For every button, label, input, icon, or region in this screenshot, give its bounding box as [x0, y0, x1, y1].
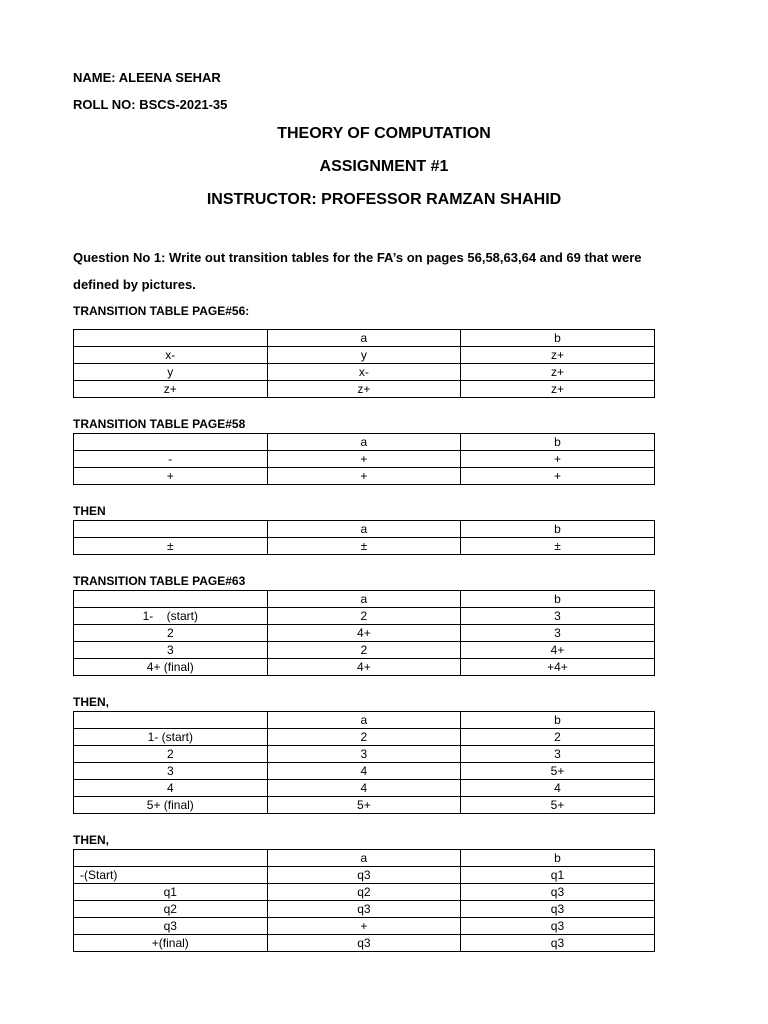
table-cell: q2: [267, 884, 461, 901]
state-cell: x-: [74, 347, 268, 364]
table-cell: +4+: [461, 659, 655, 676]
table-cell: ±: [267, 538, 461, 555]
table-caption: THEN,: [73, 833, 109, 847]
state-cell: 5+ (final): [74, 797, 268, 814]
table-row: [74, 608, 655, 625]
state-cell: -: [74, 451, 268, 468]
table-header-cell: [74, 521, 268, 538]
table-row: [74, 797, 655, 814]
table-row: [74, 347, 655, 364]
table-cell: q3: [267, 901, 461, 918]
table-cell: q3: [267, 935, 461, 952]
table-header-cell: a: [267, 330, 461, 347]
table-cell: 5+: [461, 797, 655, 814]
state-cell: 2: [74, 625, 268, 642]
transition-table-page-63: [73, 590, 655, 676]
table-header-cell: b: [461, 850, 655, 867]
state-cell: +: [74, 468, 268, 485]
table-cell: q3: [461, 884, 655, 901]
table-cell: +: [267, 451, 461, 468]
state-cell: +(final): [74, 935, 268, 952]
table-header-cell: [74, 712, 268, 729]
table-row: [74, 451, 655, 468]
table-row: [74, 538, 655, 555]
table-header-cell: b: [461, 521, 655, 538]
table-cell: q3: [461, 901, 655, 918]
state-cell: q3: [74, 918, 268, 935]
state-cell: 4: [74, 780, 268, 797]
table-cell: x-: [267, 364, 461, 381]
table-row: [74, 364, 655, 381]
table-cell: +: [461, 451, 655, 468]
table-header-cell: [74, 434, 268, 451]
table-header-row: [74, 330, 655, 347]
table-caption: TRANSITION TABLE PAGE#63: [73, 574, 246, 588]
table-row: [74, 884, 655, 901]
table-cell: q3: [461, 935, 655, 952]
table-header-cell: [74, 850, 268, 867]
assignment-title: ASSIGNMENT #1: [319, 158, 449, 175]
table-header-row: [74, 712, 655, 729]
question-line-2: defined by pictures.: [73, 277, 196, 292]
table-row: [74, 901, 655, 918]
table-cell: 4+: [267, 625, 461, 642]
state-cell: 2: [74, 746, 268, 763]
table-cell: +: [461, 468, 655, 485]
table-row: [74, 867, 655, 884]
table-cell: q3: [461, 918, 655, 935]
state-cell: 1- (start): [74, 608, 268, 625]
table-cell: 4+: [461, 642, 655, 659]
table-cell: 2: [267, 729, 461, 746]
transition-table-page-63-then: [73, 711, 655, 814]
table-cell: 2: [461, 729, 655, 746]
transition-table-page-58-then: [73, 520, 655, 555]
table-caption: TRANSITION TABLE PAGE#56:: [73, 304, 250, 318]
table-cell: 3: [461, 625, 655, 642]
table-cell: 3: [461, 608, 655, 625]
state-cell: 3: [74, 642, 268, 659]
table-cell: +: [267, 468, 461, 485]
table-cell: 4: [461, 780, 655, 797]
table-caption: THEN,: [73, 695, 109, 709]
table-cell: z+: [461, 347, 655, 364]
transition-table-page-56: [73, 329, 655, 398]
course-title: THEORY OF COMPUTATION: [277, 125, 491, 142]
table-row: [74, 935, 655, 952]
table-header-row: [74, 850, 655, 867]
table-cell: z+: [461, 381, 655, 398]
table-row: [74, 918, 655, 935]
table-cell: +: [267, 918, 461, 935]
table-header-cell: b: [461, 330, 655, 347]
table-cell: 4: [267, 780, 461, 797]
table-cell: 2: [267, 642, 461, 659]
table-cell: 2: [267, 608, 461, 625]
table-header-cell: [74, 591, 268, 608]
table-header-cell: a: [267, 850, 461, 867]
state-cell: q1: [74, 884, 268, 901]
state-cell: ±: [74, 538, 268, 555]
state-cell: 1- (start): [74, 729, 268, 746]
table-header-cell: b: [461, 591, 655, 608]
table-cell: q1: [461, 867, 655, 884]
state-cell: -(Start): [74, 867, 268, 884]
table-caption: TRANSITION TABLE PAGE#58: [73, 417, 246, 431]
table-header-cell: [74, 330, 268, 347]
table-row: [74, 659, 655, 676]
roll-number: ROLL NO: BSCS-2021-35: [73, 97, 228, 112]
state-cell: z+: [74, 381, 268, 398]
table-row: [74, 763, 655, 780]
table-cell: ±: [461, 538, 655, 555]
table-cell: 4+: [267, 659, 461, 676]
table-cell: 5+: [461, 763, 655, 780]
student-name: NAME: ALEENA SEHAR: [73, 70, 221, 85]
table-cell: y: [267, 347, 461, 364]
table-header-row: [74, 434, 655, 451]
table-row: [74, 625, 655, 642]
table-cell: z+: [461, 364, 655, 381]
table-header-cell: a: [267, 712, 461, 729]
transition-table-page-58: [73, 433, 655, 485]
table-header-cell: a: [267, 434, 461, 451]
transition-table-page-64: [73, 849, 655, 952]
table-cell: 3: [267, 746, 461, 763]
table-cell: 4: [267, 763, 461, 780]
instructor-title: INSTRUCTOR: PROFESSOR RAMZAN SHAHID: [206, 191, 562, 208]
table-header-cell: b: [461, 434, 655, 451]
state-cell: q2: [74, 901, 268, 918]
table-row: [74, 746, 655, 763]
state-cell: 3: [74, 763, 268, 780]
table-header-cell: a: [267, 521, 461, 538]
table-cell: 5+: [267, 797, 461, 814]
table-row: [74, 729, 655, 746]
state-cell: 4+ (final): [74, 659, 268, 676]
table-cell: q3: [267, 867, 461, 884]
table-cell: z+: [267, 381, 461, 398]
table-header-cell: b: [461, 712, 655, 729]
table-row: [74, 780, 655, 797]
table-caption: THEN: [73, 504, 106, 518]
table-row: [74, 642, 655, 659]
state-cell: y: [74, 364, 268, 381]
question-line-1: Question No 1: Write out transition tables for the FA’s on pages 56,58,63,64 and 69 that were: [73, 250, 642, 265]
table-header-row: [74, 591, 655, 608]
table-header-cell: a: [267, 591, 461, 608]
table-header-row: [74, 521, 655, 538]
table-row: [74, 381, 655, 398]
table-cell: 3: [461, 746, 655, 763]
table-row: [74, 468, 655, 485]
